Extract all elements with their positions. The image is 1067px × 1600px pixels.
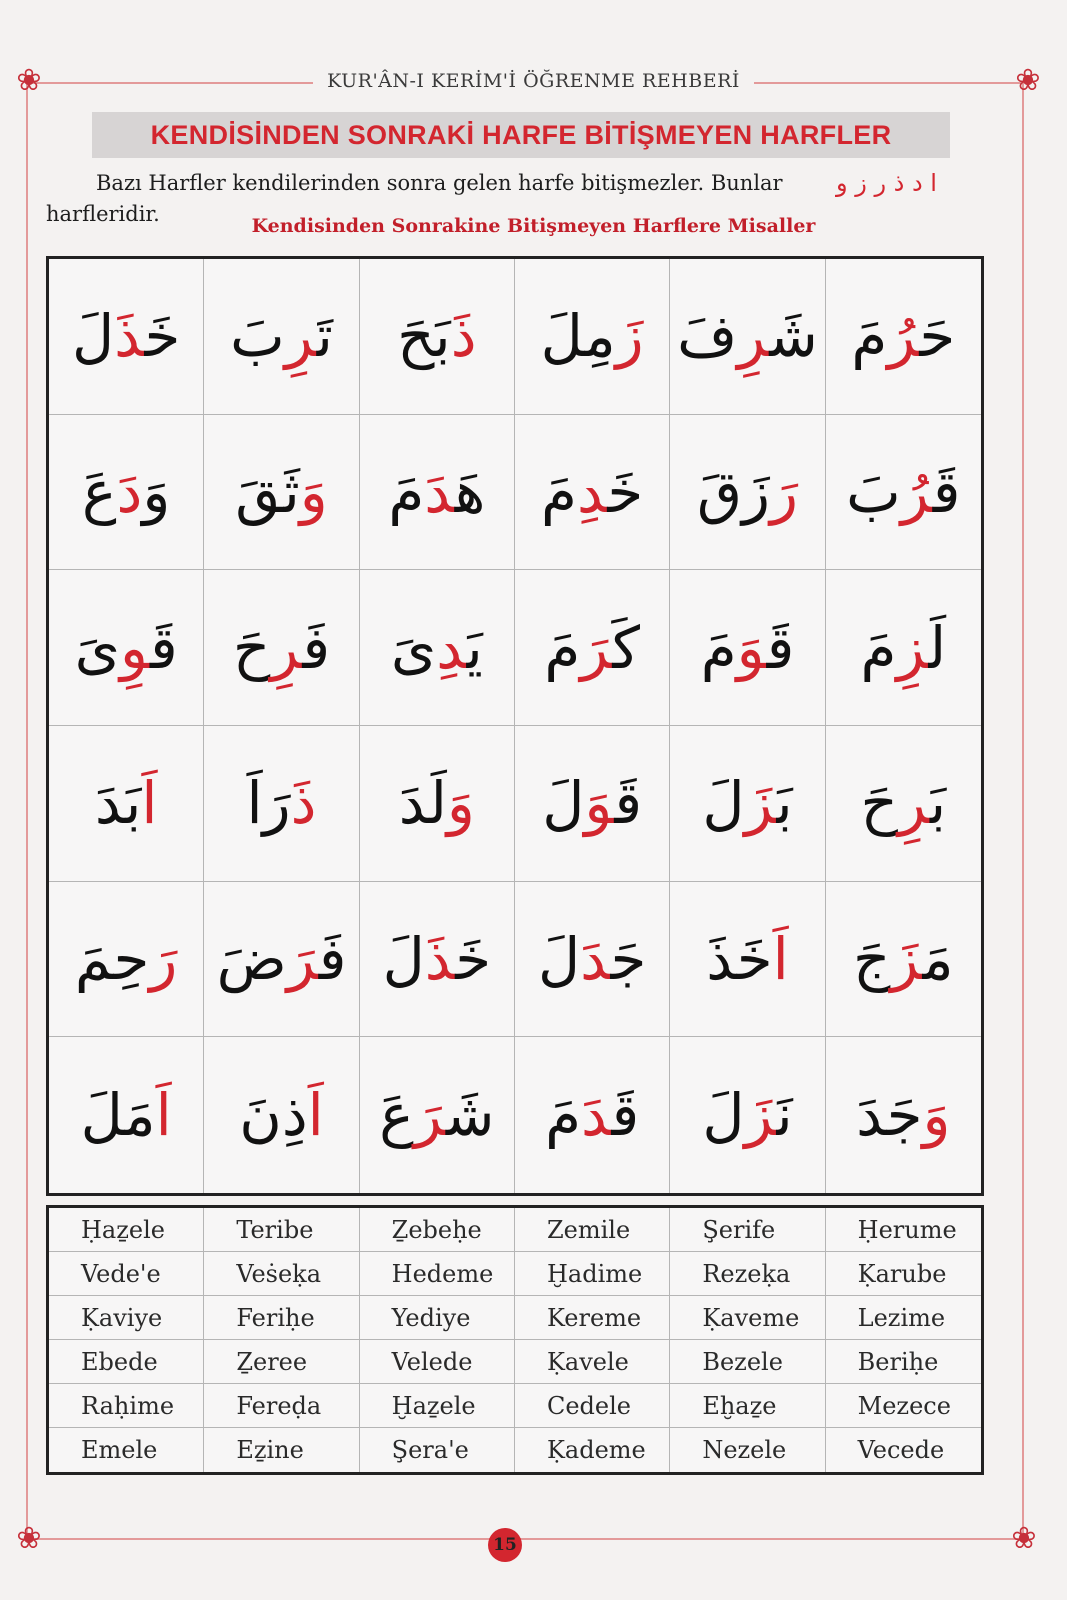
- arabic-word-cell: [670, 882, 825, 1038]
- transliteration-cell: Eḫaẕe: [670, 1384, 825, 1428]
- intro-line-1: Bazı Harfler kendilerinden sonra gelen harfe bitişmezler. Bunlar: [96, 171, 783, 195]
- highlighted-letter: زَ: [615, 302, 644, 371]
- arabic-word: وَلَدَ: [398, 769, 475, 838]
- arabic-word-cell: [49, 882, 204, 1038]
- highlighted-letter: اَ: [155, 1081, 172, 1150]
- highlighted-letter: زِ: [896, 613, 929, 682]
- arabic-word-cell: [826, 415, 981, 571]
- arabic-word-cell: [204, 882, 359, 1038]
- arabic-word-cell: [515, 1037, 670, 1193]
- arabic-word-cell: [204, 726, 359, 882]
- highlighted-letter: وَ: [446, 769, 475, 838]
- transliteration-cell: Veṡeḳa: [204, 1252, 359, 1296]
- transliteration-cell: Ebede: [49, 1340, 204, 1384]
- highlighted-letter: زَ: [744, 1081, 777, 1150]
- highlighted-letter: دِ: [436, 613, 467, 682]
- arabic-letters-list: ا د ذ ر ز و: [836, 169, 937, 197]
- transliteration-cell: Ḳaviye: [49, 1296, 204, 1340]
- transliteration-cell: Kereme: [515, 1296, 670, 1340]
- arabic-word-cell: [204, 1037, 359, 1193]
- transliteration-cell: Raḥime: [49, 1384, 204, 1428]
- transliteration-table: [46, 1205, 984, 1475]
- highlighted-letter: رُ: [887, 302, 920, 371]
- arabic-word-cell: [49, 1037, 204, 1193]
- arabic-word-grid: [46, 256, 984, 1196]
- transliteration-cell: Rezeḳa: [670, 1252, 825, 1296]
- arabic-word-cell: [670, 1037, 825, 1193]
- transliteration-cell: Lezime: [826, 1296, 981, 1340]
- arabic-word-cell: [670, 259, 825, 415]
- transliteration-cell: Hedeme: [360, 1252, 515, 1296]
- transliteration-cell: Ẕeree: [204, 1340, 359, 1384]
- arabic-word: بَرِحَ: [860, 769, 947, 838]
- transliteration-cell: Vede'e: [49, 1252, 204, 1296]
- transliteration-cell: Ḫaẕele: [360, 1384, 515, 1428]
- highlighted-letter: وَ: [299, 457, 328, 526]
- highlighted-letter: وَ: [584, 769, 615, 838]
- highlighted-letter: وَ: [922, 1081, 951, 1150]
- transliteration-cell: Ḳavele: [515, 1340, 670, 1384]
- highlighted-letter: رَ: [286, 924, 319, 993]
- transliteration-cell: Zemile: [515, 1208, 670, 1252]
- transliteration-cell: Ḫadime: [515, 1252, 670, 1296]
- arabic-word: خَدِمَ: [541, 457, 644, 526]
- arabic-word-cell: [515, 726, 670, 882]
- transliteration-cell: Yediye: [360, 1296, 515, 1340]
- arabic-word-cell: [826, 570, 981, 726]
- highlighted-letter: رَ: [149, 924, 178, 993]
- highlighted-letter: زَ: [890, 924, 923, 993]
- arabic-word-cell: [515, 415, 670, 571]
- running-head: KUR'ÂN-I KERİM'İ ÖĞRENME REHBERİ: [0, 70, 1067, 92]
- transliteration-cell: Ḳademe: [515, 1428, 670, 1472]
- arabic-word: قَدَمَ: [545, 1081, 640, 1150]
- arabic-word: شَرَعَ: [379, 1081, 495, 1150]
- arabic-word: يَدِىَ: [390, 613, 483, 682]
- highlighted-letter: ذَ: [114, 302, 145, 371]
- transliteration-cell: Ḳarube: [826, 1252, 981, 1296]
- transliteration-cell: Şera'e: [360, 1428, 515, 1472]
- corner-ornament-icon: ❀: [1015, 63, 1041, 98]
- highlighted-letter: وَ: [736, 613, 767, 682]
- highlighted-letter: دِ: [576, 457, 608, 526]
- arabic-word-cell: [670, 415, 825, 571]
- highlighted-letter: رِ: [270, 613, 303, 682]
- arabic-word: قَوَمَ: [700, 613, 795, 682]
- arabic-word-cell: [360, 570, 515, 726]
- arabic-word-cell: [204, 259, 359, 415]
- arabic-word: رَزَقَ: [696, 457, 799, 526]
- arabic-word: اَذِنَ: [239, 1081, 324, 1150]
- transliteration-cell: Eẕine: [204, 1428, 359, 1472]
- arabic-word: حَرُمَ: [851, 302, 956, 371]
- highlighted-letter: اَ: [307, 1081, 324, 1150]
- arabic-word-cell: [49, 415, 204, 571]
- arabic-word: خَذَلَ: [71, 302, 181, 371]
- arabic-word-cell: [204, 570, 359, 726]
- highlighted-letter: دَ: [424, 457, 455, 526]
- arabic-word: اَمَلَ: [80, 1081, 172, 1150]
- arabic-word-cell: [360, 259, 515, 415]
- arabic-word: كَرَمَ: [544, 613, 640, 682]
- arabic-word-cell: [826, 1037, 981, 1193]
- arabic-word: خَذَلَ: [382, 924, 492, 993]
- transliteration-cell: Beriḥe: [826, 1340, 981, 1384]
- arabic-word: شَرِفَ: [677, 302, 818, 371]
- transliteration-cell: Velede: [360, 1340, 515, 1384]
- arabic-word-cell: [204, 415, 359, 571]
- arabic-word: مَزَجَ: [853, 924, 954, 993]
- arabic-word: تَرِبَ: [230, 302, 333, 371]
- arabic-word-cell: [826, 259, 981, 415]
- arabic-word-cell: [515, 259, 670, 415]
- transliteration-cell: Mezece: [826, 1384, 981, 1428]
- highlighted-letter: رِ: [897, 769, 930, 838]
- examples-subtitle: Kendisinden Sonrakine Bitişmeyen Harflere Misaller: [251, 215, 816, 237]
- highlighted-letter: اَ: [772, 924, 789, 993]
- arabic-word: اَبَدَ: [94, 769, 158, 838]
- transliteration-cell: Vecede: [857, 1436, 945, 1464]
- transliteration-cell: Fereḍa: [204, 1384, 359, 1428]
- page-title: KENDİSİNDEN SONRAKİ HARFE BİTİŞMEYEN HARFLER: [92, 112, 950, 158]
- highlighted-letter: رَ: [413, 1081, 446, 1150]
- arabic-word: وَدَعَ: [81, 457, 171, 526]
- arabic-word-cell: [826, 726, 981, 882]
- arabic-word-cell: [670, 726, 825, 882]
- arabic-word: جَدَلَ: [537, 924, 647, 993]
- transliteration-cell: Bezele: [670, 1340, 825, 1384]
- corner-ornament-icon: ❀: [1011, 1521, 1037, 1556]
- transliteration-cell: Feriḥe: [204, 1296, 359, 1340]
- transliteration-cell: Şerife: [670, 1208, 825, 1252]
- transliteration-cell: Ḥaẕele: [49, 1208, 204, 1252]
- highlighted-letter: رُ: [900, 457, 933, 526]
- highlighted-letter: دَ: [580, 924, 611, 993]
- highlighted-letter: ذَ: [290, 769, 317, 838]
- arabic-word-cell: [49, 726, 204, 882]
- arabic-word-cell: [49, 570, 204, 726]
- arabic-word-cell: [360, 415, 515, 571]
- arabic-word: رَحِمَ: [74, 924, 178, 993]
- corner-ornament-icon: ❀: [16, 1521, 42, 1556]
- arabic-word: وَثَقَ: [235, 457, 328, 526]
- highlighted-letter: رِ: [284, 302, 317, 371]
- arabic-word-cell: [49, 259, 204, 415]
- arabic-word: اَخَذَ: [706, 924, 789, 993]
- transliteration-cell: Ḥerume: [826, 1208, 981, 1252]
- arabic-word: ذَرَاَ: [246, 769, 317, 838]
- arabic-word: فَرِحَ: [232, 613, 331, 682]
- highlighted-letter: وِ: [120, 613, 150, 682]
- arabic-word: هَدَمَ: [388, 457, 486, 526]
- intro-line-2: harfleridir.: [46, 202, 160, 226]
- arabic-word-cell: [360, 882, 515, 1038]
- arabic-word: بَزَلَ: [702, 769, 793, 838]
- arabic-word-cell: [360, 726, 515, 882]
- highlighted-letter: ذَ: [424, 924, 456, 993]
- arabic-word: ذَبَحَ: [397, 302, 477, 371]
- highlighted-letter: ذَ: [450, 302, 477, 371]
- highlighted-letter: دَ: [581, 1081, 612, 1150]
- highlighted-letter: رَ: [580, 613, 613, 682]
- transliteration-cell: Teribe: [204, 1208, 359, 1252]
- page-number: 15: [488, 1528, 522, 1562]
- arabic-word: قَوِىَ: [74, 613, 178, 682]
- arabic-word-cell: [515, 882, 670, 1038]
- arabic-word: فَرَضَ: [216, 924, 347, 993]
- highlighted-letter: زَ: [744, 769, 777, 838]
- arabic-word: قَرُبَ: [846, 457, 961, 526]
- transliteration-cell: Emele: [49, 1428, 204, 1472]
- corner-ornament-icon: ❀: [16, 63, 42, 98]
- arabic-word: نَزَلَ: [702, 1081, 793, 1150]
- transliteration-cell: Ḳaveme: [670, 1296, 825, 1340]
- highlighted-letter: رَ: [770, 457, 799, 526]
- arabic-word-cell: [670, 570, 825, 726]
- arabic-word-cell: [826, 882, 981, 1038]
- transliteration-cell: Nezele: [670, 1428, 825, 1472]
- arabic-word-cell: [515, 570, 670, 726]
- highlighted-letter: رِ: [737, 302, 770, 371]
- transliteration-cell: Ẕebeḥe: [360, 1208, 515, 1252]
- transliteration-cell: Cedele: [515, 1384, 670, 1428]
- arabic-word: قَوَلَ: [542, 769, 643, 838]
- arabic-word: زَمِلَ: [540, 302, 644, 371]
- arabic-word-cell: [360, 1037, 515, 1193]
- arabic-word: وَجَدَ: [856, 1081, 951, 1150]
- highlighted-letter: اَ: [141, 769, 158, 838]
- highlighted-letter: دَ: [116, 457, 143, 526]
- arabic-word: لَزِمَ: [860, 613, 947, 682]
